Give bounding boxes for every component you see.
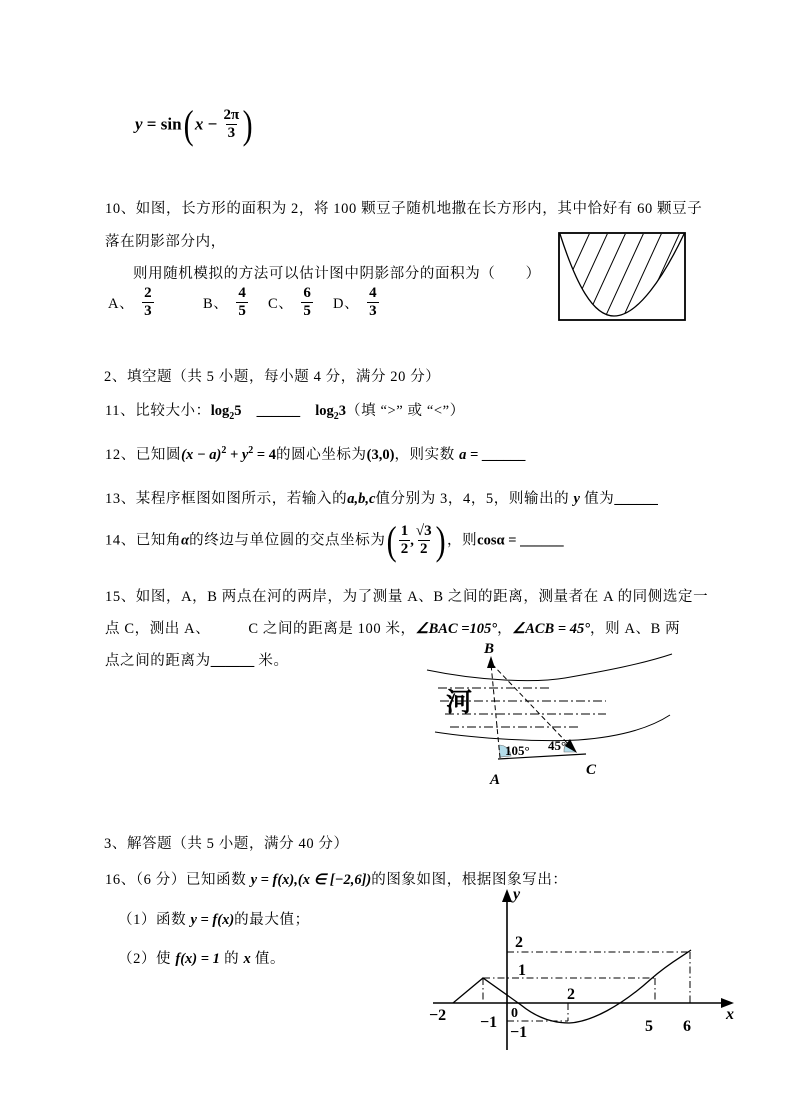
y-axis-arrow <box>502 889 512 902</box>
q10-line3: 则用随机模拟的方法可以估计图中阴影部分的面积为（ ） <box>133 266 541 282</box>
var-alpha: α <box>181 532 190 549</box>
function-def: y = f(x),(x ∈ [−2,6]) <box>250 872 372 888</box>
option-label: A、 <box>108 296 135 313</box>
log-expr: log <box>210 403 230 419</box>
q10-parabola-figure <box>558 232 686 321</box>
left-paren: ( <box>183 101 194 147</box>
formula-rel: = sin <box>142 114 182 134</box>
tick-y-2: 2 <box>515 934 523 951</box>
center-coords: (3,0) <box>366 447 395 463</box>
q13-pre: 13、某程序框图如图所示，若输入的 <box>105 491 348 507</box>
tick-y-neg1: −1 <box>510 1024 528 1041</box>
q11-line: 11、比较大小：$\log_25$ ______ $\log_23$（填 “>” 或 “<”） <box>105 403 465 422</box>
river-bottom-bank <box>435 715 670 741</box>
formula-sin <box>135 100 255 149</box>
answer-blank: ______ <box>481 447 526 463</box>
q15-line1: 15、如图，A，B 两点在河的两岸，为了测量 A、B 之间的距离，测量者在 A 的同侧选定一 <box>105 589 709 605</box>
point-label-c: C <box>586 762 597 778</box>
y-axis-label: y <box>513 886 521 903</box>
q15-line2: 点 C，测出 A、 C 之间的距离是 100 米，∠BAC =105°，∠ACB = 45°，则 A、B 两 <box>105 621 681 637</box>
q13-post: 值为 <box>579 491 615 507</box>
answer-blank: ______ <box>210 653 255 669</box>
q16-sub2: （2）使 f(x) = 1 的 x 值。 <box>118 951 286 967</box>
option-label: B、 <box>203 296 229 313</box>
function-expr: y = f(x) <box>190 912 235 928</box>
angle-bac: ∠BAC =105° <box>415 621 498 637</box>
river-top-bank <box>427 654 672 681</box>
q16-pre: 16、（6 分）已知函数 <box>105 872 251 888</box>
fraction: $\frac{6}{5}$ <box>303 285 311 320</box>
q10-line1: 10、如图，长方形的面积为 2，将 100 颗豆子随机地撒在长方形内，其中恰好有 60 颗豆子 <box>105 201 703 217</box>
q11-pre: 11、比较大小： <box>105 403 211 419</box>
fraction-1-2: $\frac{1}{2}$ <box>400 522 409 558</box>
tick-x-6: 6 <box>683 1018 691 1035</box>
section3-header: 3、解答题（共 5 小题，满分 40 分） <box>104 836 349 852</box>
fraction-2pi-3: $\frac{2\pi}{3}$ <box>223 106 240 142</box>
var-a: a = <box>459 447 482 463</box>
tick-x-neg2: −2 <box>429 1007 447 1024</box>
q14-line <box>105 516 564 565</box>
tick-x-2: 2 <box>567 986 575 1003</box>
q10-line2: 落在阴影部分内， <box>105 234 226 250</box>
comma: , <box>410 532 414 549</box>
q12-mid: 的圆心坐标为 <box>276 447 367 463</box>
q10-option-c <box>268 285 313 321</box>
right-paren: ) <box>242 101 253 147</box>
q10-option-b <box>203 285 248 321</box>
cos-expr: cosα = <box>477 532 521 549</box>
answer-blank: ______ <box>256 403 301 419</box>
q12-line: 12、已知圆$(x - a)^2 + y^2 = 4$的圆心坐标为(3,0)，则实数 a = ______ <box>105 445 526 463</box>
x-axis-label: x <box>726 1006 734 1023</box>
q13-mid: 值分别为 3，4，5，则输出的 <box>375 491 574 507</box>
vars-abc: a,b,c <box>347 491 376 507</box>
tick-x-5: 5 <box>645 1018 653 1035</box>
angle-a-value: 105° <box>505 743 530 758</box>
answer-blank: ______ <box>614 491 658 507</box>
q15-line3: 点之间的距离为______ 米。 <box>105 653 289 669</box>
river-figure <box>420 640 678 788</box>
option-label: D、 <box>333 296 360 313</box>
formula-minus: − <box>203 114 222 134</box>
segment-ab <box>491 664 500 758</box>
tick-x-neg1: −1 <box>480 1014 498 1031</box>
function-eq1: f(x) = 1 <box>175 951 220 967</box>
q12-post: ，则实数 <box>394 447 460 463</box>
q11-post: （填 “>” 或 “<”） <box>346 403 465 419</box>
parabola-curve <box>560 234 684 316</box>
q12-pre: 12、已知圆 <box>105 447 182 463</box>
hatching-lines <box>558 232 686 321</box>
fraction-sqrt3-2: $\frac{√3}{2}$ <box>415 522 432 558</box>
point-label-b: B <box>484 641 495 657</box>
fraction: $\frac{4}{5}$ <box>238 285 246 320</box>
q16-post: 的图象如图，根据图象写出： <box>371 872 568 888</box>
angle-acb: ∠ACB = 45° <box>512 621 591 637</box>
q16-function-graph <box>425 885 740 1057</box>
answer-blank: ______ <box>520 532 564 549</box>
rectangle-border <box>559 233 685 320</box>
fraction: $\frac{2}{3}$ <box>144 285 152 320</box>
river-character: 河 <box>446 688 473 717</box>
segment-bc <box>492 664 572 748</box>
fraction: $\frac{4}{3}$ <box>369 285 377 320</box>
tick-origin: 0 <box>511 1006 518 1021</box>
var-x: x <box>243 951 251 967</box>
q10-option-d <box>333 285 379 321</box>
circle-equation: (x − a) <box>181 447 222 463</box>
section2-header: 2、填空题（共 5 小题，每小题 4 分，满分 20 分） <box>104 369 441 385</box>
q10-option-a <box>108 285 154 321</box>
q14-post: ，则 <box>446 532 478 549</box>
tick-y-1: 1 <box>518 962 526 979</box>
q16-sub1: （1）函数 y = f(x)的最大值； <box>118 912 310 928</box>
formula-lhs: y <box>135 114 143 134</box>
angle-c-value: 45° <box>548 738 567 753</box>
var-y: y <box>573 491 580 507</box>
option-label: C、 <box>268 296 294 313</box>
left-paren: ( <box>387 517 398 563</box>
q14-mid: 的终边与单位圆的交点坐标为 <box>189 532 386 549</box>
formula-var: x <box>194 114 204 134</box>
right-paren: ) <box>435 517 446 563</box>
q14-pre: 14、已知角 <box>105 532 182 549</box>
point-label-a: A <box>490 772 501 788</box>
q13-line <box>105 487 658 508</box>
log-expr: log <box>315 403 334 419</box>
